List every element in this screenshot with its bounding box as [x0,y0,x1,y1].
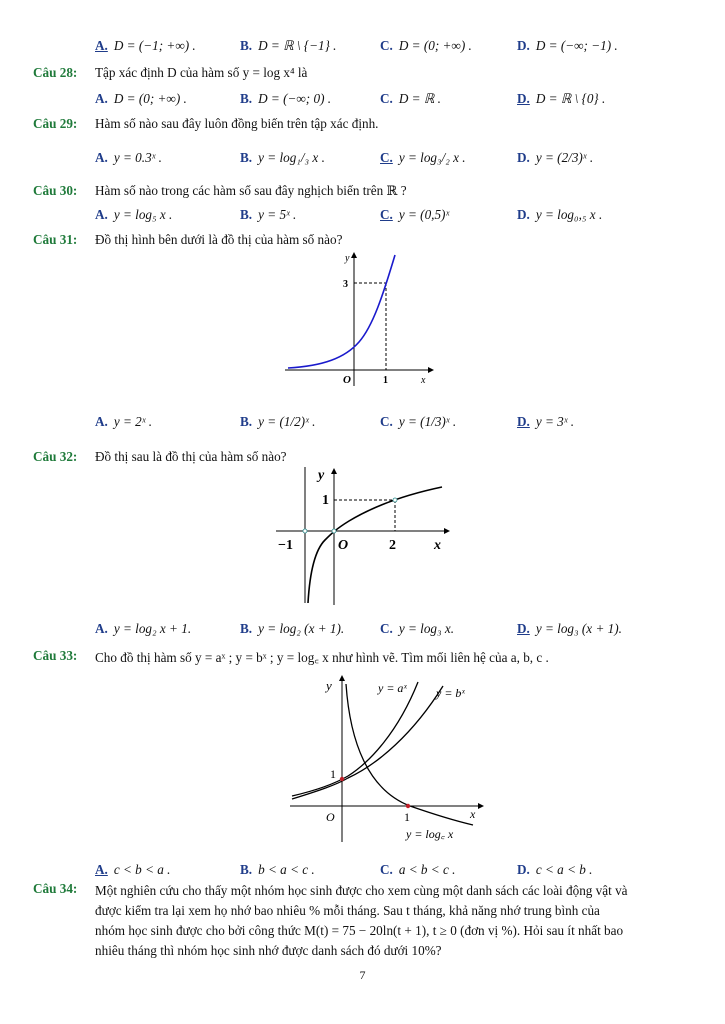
y-tick-1: 1 [330,767,336,781]
graph-three-functions [288,672,488,844]
q30-option-d: D. y = log₀,₅ x . [517,207,603,222]
y-tick-3: 3 [343,279,348,290]
q31-option-c: C. y = (1/3)ˣ . [380,414,457,429]
q28-option-a: A. D = (0; +∞) . [95,91,187,106]
q31-option-d: D. y = 3ˣ . [517,414,575,429]
q27-option-c: C. D = (0; +∞) . [380,38,472,53]
q31-text: Đồ thị hình bên dưới là đồ thị của hàm số nào? [95,232,343,247]
q33-label: Câu 33: [33,648,78,663]
label-a-x: y = aˣ [378,681,407,695]
q31-option-b: B. y = (1/2)ˣ . [240,414,316,429]
q32-label: Câu 32: [33,449,78,464]
q30-label: Câu 30: [33,183,78,198]
curve-log-c [346,684,473,825]
q32-option-b: B. y = log₂ (x + 1). [240,621,345,636]
curve-b-x [292,686,443,799]
y-axis-label: y [326,678,332,693]
graph-exponential-3x [283,250,443,390]
graph-log3-x-plus-1 [274,463,454,608]
q33-text: Cho đồ thị hàm số y = aˣ ; y = bˣ ; y = log꜀ x như hình vẽ. Tìm mối liên hệ của a, b, c . [95,650,549,665]
q30-text: Hàm số nào trong các hàm số sau đây nghịch biến trên ℝ ? [95,183,407,198]
q33-option-b: B. b < a < c . [240,862,315,877]
origin-label: O [343,374,351,386]
q28-label: Câu 28: [33,65,78,80]
x-axis-label: x [470,807,476,821]
q30-option-a: A. y = log₅ x . [95,207,173,222]
y-axis-label: y [345,253,350,264]
q29-option-c: C. y = log₃/₂ x . [380,150,466,165]
q34-line-3: nhóm học sinh được cho bởi công thức M(t) = 75 − 20ln(t + 1), t ≥ 0 (đơn vị %). Hỏi sau ít nhất bao [95,923,624,938]
q33-option-c: C. a < b < c . [380,862,456,877]
q33-option-d: D. c < a < b . [517,862,593,877]
label-b-x: y = bˣ [436,686,465,700]
q28-option-b: B. D = (−∞; 0) . [240,91,332,106]
q29-option-d: D. y = (2/3)ˣ . [517,150,594,165]
q34-line-1: Một nghiên cứu cho thấy một nhóm học sinh được cho xem cùng một danh sách các loài động vật và [95,883,628,898]
q31-option-a: A. y = 2ˣ . [95,414,153,429]
q34-line-2: được kiểm tra lại xem họ nhớ bao nhiêu % mỗi tháng. Sau t tháng, khả năng nhớ trung bình của [95,903,600,918]
q27-option-b: B. D = ℝ \ {−1} . [240,38,337,53]
q28-option-c: C. D = ℝ . [380,91,441,106]
q28-text: Tập xác định D của hàm số y = log x⁴ là [95,65,308,80]
origin-label: O [338,538,349,553]
x-tick-neg1: −1 [278,538,293,553]
q32-option-a: A. y = log₂ x + 1. [95,621,192,636]
point-2-1 [393,498,397,502]
q30-option-c: C. y = (0,5)ˣ [380,207,450,222]
q34-label: Câu 34: [33,881,78,896]
q32-option-c: C. y = log₃ x. [380,621,455,636]
q31-label: Câu 31: [33,232,78,247]
q34-paragraph [95,881,690,961]
page-number: 7 [359,968,366,982]
q32-option-d: D. y = log₃ (x + 1). [517,621,622,636]
point-origin [332,529,336,533]
q32-text: Đồ thị sau là đồ thị của hàm số nào? [95,449,287,464]
label-log-c: y = log꜀ x [406,827,454,841]
x-axis-label: x [434,538,441,553]
q27-option-d: D. D = (−∞; −1) . [517,38,618,53]
x-tick-2: 2 [389,538,396,553]
point-1-0 [406,804,410,808]
q28-option-d: D. D = ℝ \ {0} . [517,91,606,106]
q34-line-4: nhiêu tháng thì nhóm học sinh nhớ được danh sách đó dưới 10%? [95,943,442,958]
x-tick-1: 1 [383,375,388,386]
q29-option-a: A. y = 0.3ˣ . [95,150,162,165]
y-tick-1: 1 [322,493,329,508]
x-axis-label: x [421,375,426,386]
y-axis-label: y [318,468,325,483]
origin-label: O [326,810,335,824]
q29-text: Hàm số nào sau đây luôn đồng biến trên tập xác định. [95,116,379,131]
q29-option-b: B. y = log₁/₃ x . [240,150,325,165]
q30-option-b: B. y = 5ˣ . [240,207,297,222]
q33-option-a: A. c < b < a . [95,862,171,877]
x-tick-1: 1 [404,810,410,824]
point-neg1 [303,529,307,533]
q29-label: Câu 29: [33,116,78,131]
q27-option-a: A. D = (−1; +∞) . [95,38,196,53]
curve-3x [288,255,395,368]
point-0-1 [340,777,344,781]
